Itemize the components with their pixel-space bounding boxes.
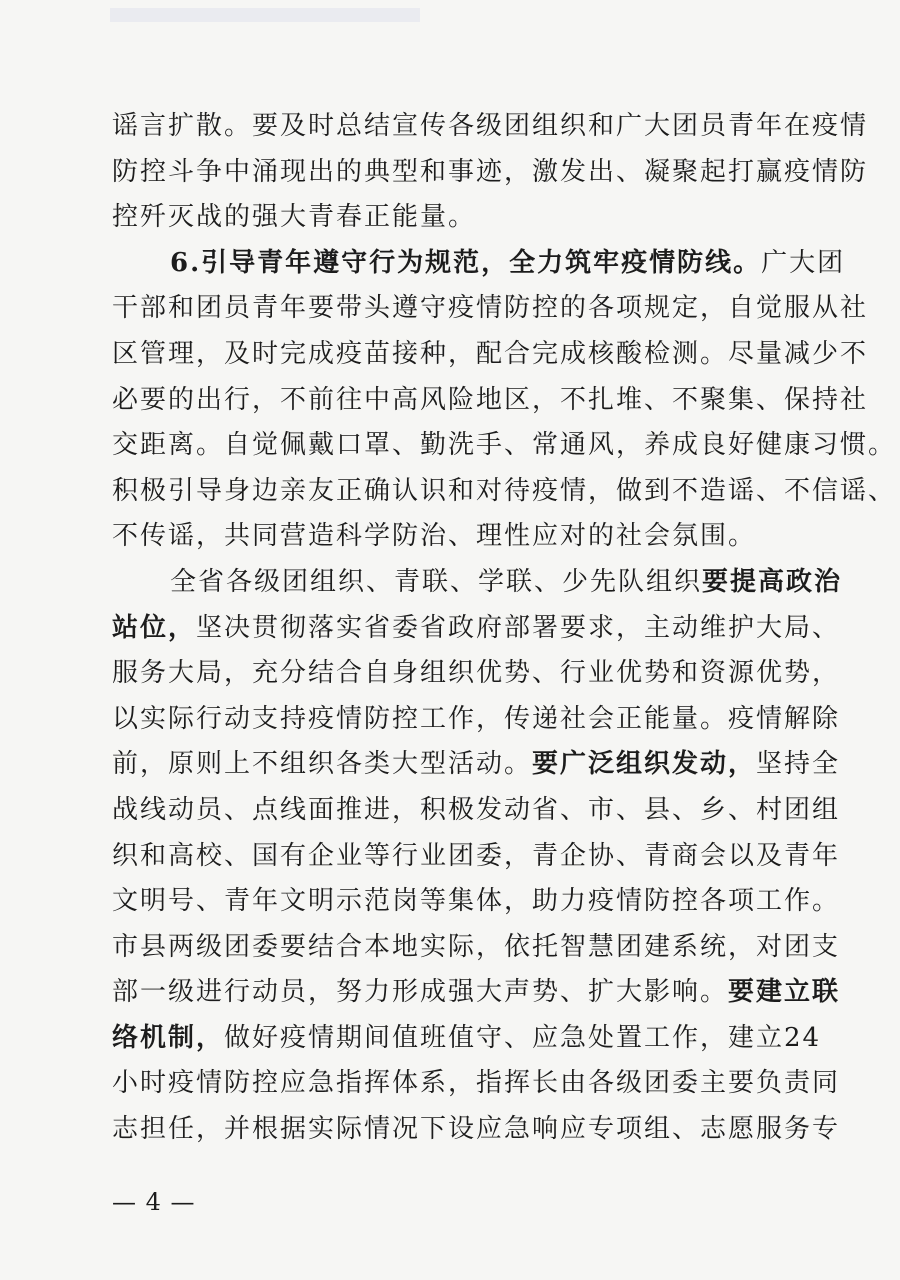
text-line	[112, 104, 869, 150]
text-line	[112, 742, 841, 788]
text-segment: 干部和团员青年要带头遵守疫情防控的各项规定，自觉服从社	[112, 293, 869, 324]
header-smudge	[110, 8, 420, 22]
text-line	[112, 560, 843, 606]
bold-text-segment: 要广泛组织发动，	[532, 749, 757, 780]
text-segment: 小时疫情防控应急指挥体系，指挥长由各级团委主要负责同	[112, 1068, 841, 1099]
text-segment: 不传谣，共同营造科学防治、理性应对的社会氛围。	[112, 521, 757, 552]
paragraph-3	[112, 560, 843, 1153]
text-line	[112, 286, 869, 332]
text-segment: 必要的出行，不前往中高风险地区，不扎堆、不聚集、保持社	[112, 384, 869, 415]
text-line	[112, 378, 869, 424]
text-line	[112, 697, 841, 743]
text-segment: 做好疫情期间值班值守、应急处置工作，建立24	[224, 1022, 822, 1053]
document-body	[112, 104, 897, 1153]
text-line	[112, 150, 869, 196]
paragraph-2	[112, 241, 897, 560]
text-segment: 全省各级团组织、青联、学联、少先队组织	[170, 566, 703, 597]
text-segment: 坚持全	[756, 749, 841, 780]
text-line	[112, 1016, 822, 1062]
text-segment: 部一级进行动员，努力形成强大声势、扩大影响。	[112, 977, 729, 1008]
text-segment: 织和高校、国有企业等行业团委，青企协、青商会以及青年	[112, 840, 841, 871]
text-line	[112, 651, 841, 697]
text-line	[112, 606, 841, 652]
page-number: — 4 —	[112, 1188, 196, 1216]
text-segment: 谣言扩散。要及时总结宣传各级团组织和广大团员青年在疫情	[112, 111, 869, 141]
text-line	[112, 195, 792, 241]
text-segment: 防控斗争中涌现出的典型和事迹，激发出、凝聚起打赢疫情防	[112, 156, 869, 187]
text-segment: 以实际行动支持疫情防控工作，传递社会正能量。疫情解除	[112, 703, 841, 734]
text-segment: 控歼灭战的强大青春正能量。	[112, 202, 477, 233]
text-line	[112, 970, 841, 1016]
text-line	[112, 1061, 841, 1107]
text-segment: 交距离。自觉佩戴口罩、勤洗手、常通风，养成良好健康习惯。	[112, 430, 897, 461]
text-segment: 市县两级团委要结合本地实际，依托智慧团建系统，对团支	[112, 931, 841, 962]
bold-text-segment: 站位，	[112, 612, 197, 643]
text-segment: 战线动员、点线面推进，积极发动省、市、县、乡、村团组	[112, 794, 841, 825]
text-line	[112, 879, 841, 925]
text-segment: 服务大局，充分结合自身组织优势、行业优势和资源优势，	[112, 658, 841, 689]
text-line	[112, 423, 897, 469]
text-segment: 区管理，及时完成疫苗接种，配合完成核酸检测。尽量减少不	[112, 338, 869, 369]
text-segment: 广大团	[761, 247, 846, 278]
text-line	[112, 469, 897, 515]
bold-text-segment: 要提高政治	[702, 566, 843, 597]
text-line	[112, 788, 841, 834]
text-segment: 坚决贯彻落实省委省政府部署要求，主动维护大局、	[196, 612, 841, 643]
text-segment: 积极引导身边亲友正确认识和对待疫情，做到不造谣、不信谣、	[112, 475, 897, 506]
text-segment: 文明号、青年文明示范岗等集体，助力疫情防控各项工作。	[112, 886, 841, 917]
text-line	[112, 1107, 841, 1153]
text-segment: 前，原则上不组织各类大型活动。	[112, 749, 533, 780]
text-line	[112, 834, 841, 880]
text-line	[112, 514, 792, 560]
text-line	[112, 332, 869, 378]
paragraph-1	[112, 104, 869, 241]
bold-text-segment: 6.引导青年遵守行为规范，全力筑牢疫情防线。	[170, 247, 762, 278]
text-line	[112, 925, 841, 971]
bold-text-segment: 络机制，	[112, 1022, 225, 1053]
text-line	[112, 241, 846, 287]
bold-text-segment: 要建立联	[728, 977, 841, 1008]
text-segment: 志担任，并根据实际情况下设应急响应专项组、志愿服务专	[112, 1114, 841, 1145]
